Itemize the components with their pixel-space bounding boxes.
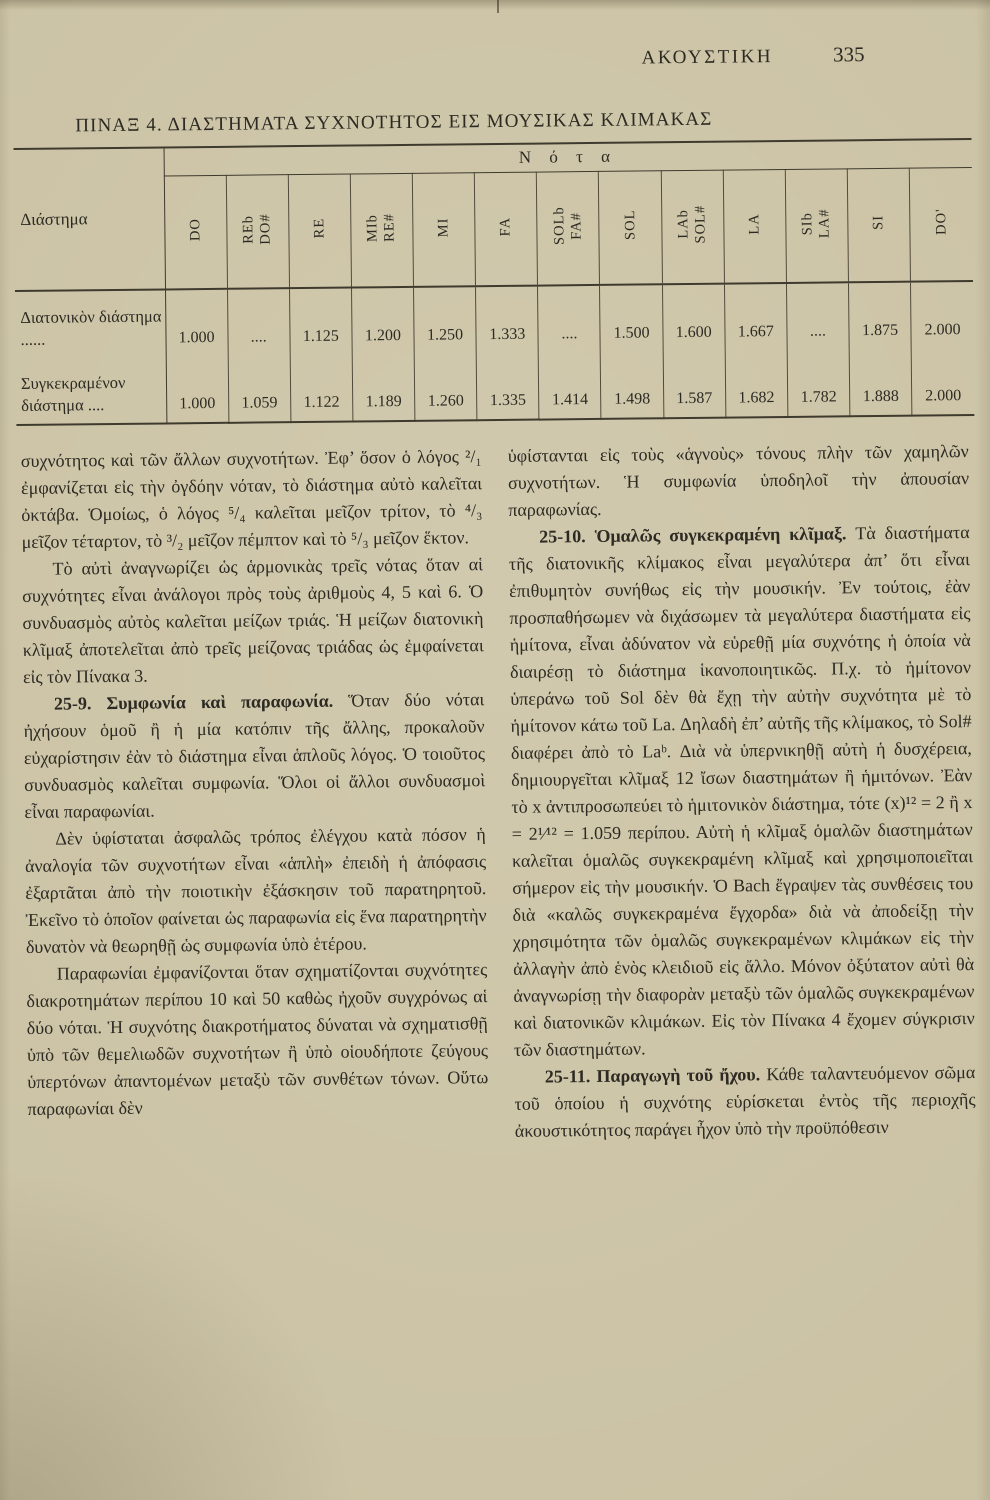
interval-value-cell: 1.335 — [476, 353, 539, 421]
interval-value-cell: 1.875 — [849, 282, 912, 350]
interval-value-cell: .... — [227, 288, 290, 356]
paragraph-text: Δὲν ὑφίσταται ἀσφαλῶς τρόπος ἐλέγχου κατὰ πόσον ἡ ἀναλογία τῶν συχνοτήτων εἶναι «ἁπλὴ» ἐπειδὴ ἡ ἀπόφασις ἐξαρτᾶται ἀπὸ τὴν ποιοτικὴν ἐξάσκησιν τοῦ παρατηρητοῦ. Ἐκεῖνο τὸ ὁποῖον φαίνεται ὡς παραφωνία εἰς ἕνα παρατηρητὴν δυνατὸν νὰ θεωρηθῇ ὡς συμφωνία ὑπὸ ἑτέρου. — [24, 824, 487, 957]
interval-value-cell: 1.782 — [787, 349, 850, 417]
note-label: FA — [497, 216, 514, 237]
interval-value-cell: 1.667 — [724, 283, 787, 351]
column-header-interval: Διάστημα — [14, 147, 165, 291]
notes-group-header: Ν ό τ α — [164, 139, 972, 176]
paragraph-text: Τὸ αὐτὶ ἀναγνωρίζει ὡς ἁρμονικὰς τρεῖς νότας ὅταν αἱ συχνότητες εἶναι ἀνάλογοι πρὸς τοὺς ἀριθμοὺς 4, 5 καὶ 6. Ὁ συνδυασμὸς αὐτὸς καλεῖται μείζων τριάς. Ἡ μείζων διατονικὴ κλῖμαξ ἀποτελεῖται ἀπὸ τρεῖς μείζονας τριάδας ὡς ἐμφαίνεται εἰς τὸν Πίνακα 3. — [22, 554, 484, 687]
interval-value-cell: .... — [538, 285, 601, 353]
table-title: ΠΙΝΑΞ 4. ΔΙΑΣΤΗΜΑΤΑ ΣΥΧΝΟΤΗΤΟΣ ΕΙΣ ΜΟΥΣΙΚΑΣ ΚΛΙΜΑΚΑΣ — [75, 108, 713, 137]
note-column-header — [226, 175, 289, 289]
note-column-header — [350, 173, 413, 287]
paragraph-text: Τὰ διαστήματα τῆς διατονικῆς κλίμακος εἶναι μεγαλύτερα ἀπ’ ὅτι εἶναι ἐπιθυμητὸν συνήθως εἰς τὴν μουσικήν. Ἐν τούτοις, ἐὰν προσπαθήσωμεν νὰ διχάσωμεν τὰ μεγαλύτερα διαστήματα εἰς ἡμίτονα, εἶναι ἀδύνατον νὰ εὑρεθῇ μία συχνότης ἡ ὁποία νὰ διαιρέσῃ τὸ διάστημα ἱκανοποιητικῶς. Π.χ. τὸ ἡμίτονον ὑπεράνω τοῦ Sol δὲν θὰ ἔχῃ τὴν αὐτὴν συχνότητα μὲ τὸ ἡμίτονον κάτω τοῦ La. Δηλαδὴ ἐπ’ αὐτῆς τῆς κλίμακος, τὸ Sol# διαφέρει ἀπὸ τὸ Laᵇ. Διὰ νὰ ὑπερνικηθῇ αὐτὴ ἡ δυσχέρεια, δημιουργεῖται κλῖμαξ 12 ἴσων διαστημάτων ἢ ἡμιτόνων. Ἐὰν τὸ x ἀντιπροσωπεύει τὸ ἡμιτονικὸν διάστημα, τότε (x)¹² = 2 ἢ x = 2¹⁄¹² = 1.059 περίπου. Αὐτὴ ἡ κλῖμαξ ὁμαλῶν διαστημάτων καλεῖται ὁμαλῶς συγκεκραμένη κλῖμαξ καὶ χρησιμοποιεῖται σήμερον εἰς τὴν μουσικήν. Ὁ Bach ἔγραψεν τὰς συνθέσεις του διὰ «καλῶς συγκεκραμένα ἔγχορδα» διὰ νὰ ἀποδείξῃ τὴν χρησιμότητα τῶν ὁμαλῶς συγκεκραμένων κλιμάκων εἰς τὴν ἀλλαγὴν ἀπὸ ἑνὸς κλειδιοῦ εἰς ἄλλο. Μόνον ὀξύτατον αὐτὶ θὰ ἀναγνωρίσῃ τὴν διαφορὰν μεταξὺ τῶν ὁμαλῶς συγκεκραμένων καὶ διατονικῶν κλιμάκων. Εἰς τὸν Πίνακα 4 ἔχομεν σύγκρισιν τῶν διαστημάτων. — [508, 522, 975, 1060]
row-label: Συγκεκραμένον διάστημα .... — [16, 356, 167, 425]
section-heading: 25-11. Παραγωγὴ τοῦ ἤχου. — [544, 1064, 767, 1087]
interval-value-cell: 1.000 — [165, 289, 228, 357]
interval-value-cell: 1.122 — [290, 355, 353, 423]
note-label: DO' — [932, 208, 950, 236]
paragraph — [26, 956, 489, 1123]
note-column-header — [537, 171, 600, 285]
interval-value-cell: 1.888 — [849, 349, 912, 417]
paragraph — [21, 443, 483, 556]
note-column-header — [661, 170, 724, 284]
paragraph — [508, 438, 970, 524]
paragraph — [25, 821, 487, 961]
note-label: RE — [311, 218, 328, 239]
running-head — [0, 0, 990, 76]
paragraph-text: συχνότητος καὶ τῶν ἄλλων συχνοτήτων. Ἐφ’ ὅσον ὁ λόγος ²/₁ ἐμφανίζεται εἰς τὴν ὀγδόην νόταν, τὸ διάστημα αὐτὸ καλεῖται ὀκτάβα. Ὁμοίως, ὁ λόγος ⁵/₄ καλεῖται μεῖζον τρίτον, τὸ ⁴/₃ μεῖζον τέταρτον, τὸ ³/₂ μεῖζον πέμπτον καὶ τὸ ⁵/₃ μεῖζον ἕκτον. — [20, 446, 483, 552]
table-row-diatonic-interval — [15, 281, 974, 358]
interval-value-cell: 1.189 — [352, 354, 415, 422]
interval-value-cell: 2.000 — [925, 387, 962, 405]
interval-value-cell: 1.587 — [663, 351, 726, 419]
paragraph — [508, 519, 975, 1064]
interval-value-cell: 1.600 — [662, 284, 725, 352]
paragraph-text: ὑφίστανται εἰς τοὺς «ἁγνοὺς» τόνους πλὴν τῶν χαμηλῶν συχνοτήτων. Ἡ συμφωνία ὑποδηλοῖ τὴν ἀπουσίαν παραφωνίας. — [507, 441, 970, 520]
note-label: SI — [870, 214, 887, 231]
note-column-header — [412, 173, 475, 287]
interval-value-cell: 1.333 — [476, 286, 539, 354]
page-header-title: ΑΚΟΥΣΤΙΚΗ — [641, 46, 774, 69]
interval-value-cell: .... — [786, 282, 849, 350]
note-label: LA — [746, 213, 763, 235]
section-heading: 25-10. Ὁμαλῶς συγκεκραμένη κλῖμαξ. — [539, 523, 856, 547]
note-column-header — [475, 172, 538, 286]
paragraph-text: Παραφωνίαι ἐμφανίζονται ὅταν σχηματίζονται συχνότητες διακροτημάτων περίπου 10 καὶ 50 καθὼς ἠχοῦν συγχρόνως αἱ δύο νόται. Ἡ συχνότης διακροτήματος δύναται νὰ σχηματισθῇ ὑπὸ τῶν θεμελιωδῶν συχνοτήτων ἢ ὑπὸ οἱουδήποτε ζεύγους ὑπερτόνων ἀπαντομένων μεταξὺ τῶν συνθέτων τόνων. Οὕτω παραφωνίαι δὲν — [26, 959, 489, 1119]
left-column — [21, 443, 489, 1150]
right-column — [508, 438, 976, 1145]
paragraph-text: Ὅταν δύο νόται ἠχήσουν ὁμοῦ ἢ ἡ μία κατόπιν τῆς ἄλλης, προκαλοῦν εὐχαρίστησιν ἐὰν τὸ διάστημα εἶναι ἁπλοῦς λόγος. Ὁ τοιοῦτος συνδυασμὸς καλεῖται συμφωνία. Ὅλοι οἱ ἄλλοι συνδυασμοὶ εἶναι παραφωνίαι. — [23, 689, 486, 822]
table-row-tempered-interval — [16, 348, 975, 425]
interval-value-cell: 1.200 — [351, 287, 414, 355]
interval-value-cell: 1.250 — [414, 286, 477, 354]
note-column-header — [847, 168, 910, 282]
note-label: SOL — [621, 209, 639, 241]
note-column-header — [909, 168, 972, 282]
note-column-header — [164, 175, 227, 289]
note-column-header — [599, 171, 662, 285]
paragraph — [514, 1059, 976, 1145]
interval-value-cell: 1.000 — [166, 356, 229, 424]
note-column-header — [288, 174, 351, 288]
frequency-intervals-table — [14, 138, 975, 426]
interval-value-cell: 2.000 — [924, 321, 961, 339]
interval-value-cell: 1.682 — [725, 350, 788, 418]
note-label: MIb RE# — [364, 213, 399, 243]
body-text — [4, 416, 990, 1150]
section-heading: 25-9. Συμφωνία καὶ παραφωνία. — [53, 690, 349, 714]
interval-value-cell: 1.500 — [600, 284, 663, 352]
row-label: Διατονικὸν διάστημα ...... — [15, 289, 166, 358]
note-label: SOLb FA# — [550, 206, 585, 246]
paragraph — [22, 551, 484, 691]
page-number: 335 — [832, 42, 865, 67]
note-label: MI — [435, 217, 452, 237]
interval-value-cell: 1.498 — [601, 351, 664, 419]
paragraph-text: Κάθε ταλαντευόμενον σῶμα τοῦ ὁποίου ἡ συχνότης εὑρίσκεται ἐντὸς τῆς περιοχῆς ἀκουστικότητος παράγει ἦχον ὑπὸ τὴν προϋπόθεσιν — [514, 1062, 976, 1141]
note-label: SIb LA# — [799, 208, 833, 238]
note-label: DO — [186, 218, 204, 242]
note-column-header — [785, 169, 848, 283]
interval-value-cell: 1.059 — [228, 355, 291, 423]
interval-value-cell: 1.260 — [414, 353, 477, 421]
note-label: LAb SOL# — [675, 204, 709, 244]
note-column-header — [723, 169, 786, 283]
interval-value-cell: 1.414 — [539, 352, 602, 420]
interval-value-cell: 1.125 — [289, 288, 352, 356]
paragraph — [23, 686, 485, 826]
note-label: REb DO# — [240, 213, 274, 245]
